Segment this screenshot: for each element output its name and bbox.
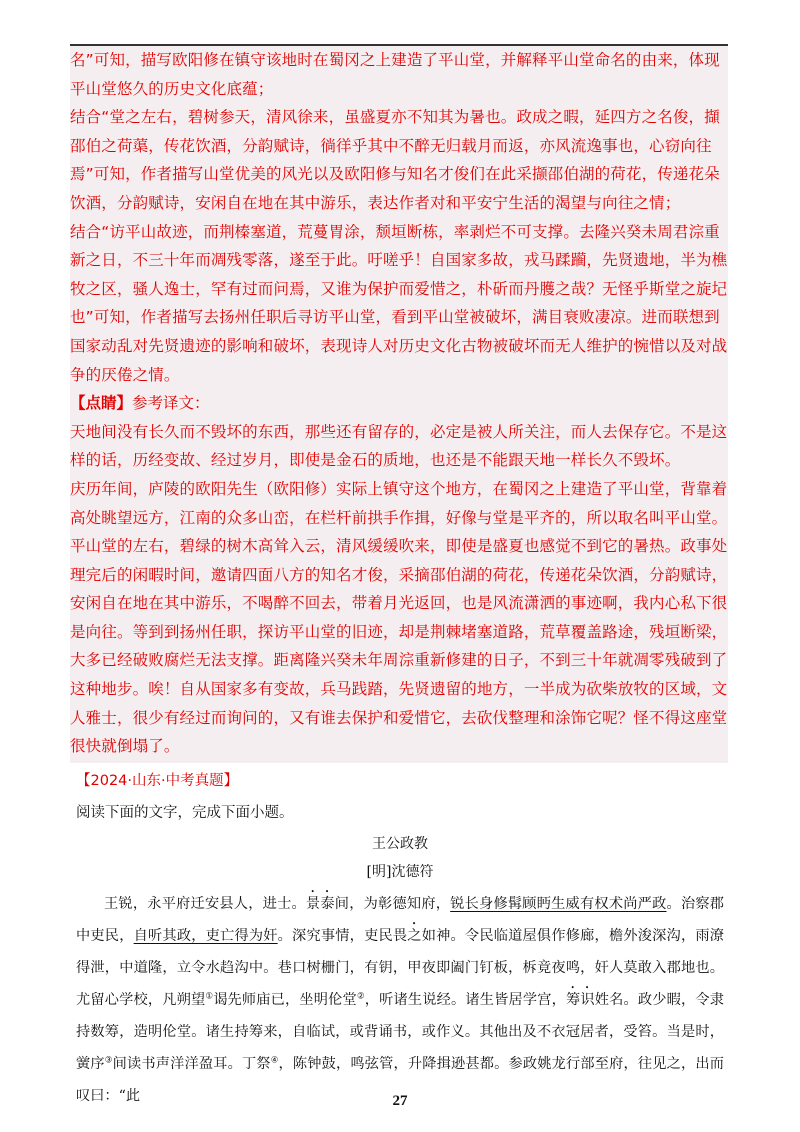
passage-seg5: 如神。令民临道屋俱作修廊，檐外浚深沟，雨潦得泄，中道隆，立令水趋沟中。巷口树栅门，有钥，甲夜即阖门钉板，柝竟夜鸣，奸人莫敢入郡地也。尤留心学校，凡朔望 (76, 928, 724, 1008)
passage-seg6: 谒先师庙已，坐明伦堂 (213, 992, 357, 1008)
passage-seg1: 王锐，永平府迁安县人，进士。 (104, 896, 306, 912)
note-marker-2: ② (356, 991, 365, 1002)
passage-author: [明]沈德符 (366, 864, 434, 880)
answer-paragraph-2: 结合“堂之左右，碧树参天，清风徐来，虽盛夏亦不知其为暑也。政成之暇，延四方之名俊，擷邵伯之荷蕖，传花饮酒，分韵赋诗，徜徉乎其中不醉无归载月而返，亦风流逸事也，心窃向往焉”可知，作者描写山堂优美的风光以及欧阳修与知名才俊们在此采撷邵伯湖的荷花，传递花朵饮酒，分韵赋诗，安闲自在地在其中游乐，表达作者对和平安宁生活的渴望与向往之情； (70, 108, 720, 212)
page-number: 27 (392, 1093, 408, 1109)
note-marker-4: ④ (270, 1055, 279, 1066)
answer-paragraph-1: 名”可知，描写欧阳修在镇守该地时在蜀冈之上建造了平山堂，并解释平山堂命名的由来，体现平山堂悠久的历史文化底蕴； (70, 51, 720, 98)
underlined-ziting: 自听其政，吏亡得为奸 (133, 928, 278, 944)
dianjing-label: 【点睛】 (70, 394, 133, 413)
answer-paragraph-3: 结合“访平山故迹，而荆榛塞道，荒蔓胃涂，颓垣断栋，率剥烂不可支撑。去隆兴癸未周君淙重新之日，不三十年而凋残零落，遂至于此。吁嗟乎！自国家多故，戎马蹂躏，先贤遗地，半为樵牧之区，骚人逸士，罕有过而问焉，又谁为保护而爱惜之，朴斫而丹臒之哉？无怪乎斯堂之旋圮也”可知，作者描写去扬州任职后寻访平山堂，看到平山堂被破坏，满目衰败凄凉。进而联想到国家动乱对先贤遗迹的影响和破坏，表现诗人对历史文化古物被破坏而无人维护的惋惜以及对战争的厌倦之情。 (70, 222, 728, 384)
passage-seg4: 。深究事情，吏民畏 (277, 928, 408, 944)
emphasis-zhi: 之 (407, 928, 422, 944)
passage-title: 王公政教 (372, 836, 428, 852)
passage-body (76, 888, 724, 1112)
answer-block (70, 46, 728, 763)
underlined-appearance: 锐长身修髯顾眄生威有权术尚严政 (450, 896, 667, 912)
passage-seg3: 。治察郡中吏民， (76, 896, 724, 944)
passage-seg10: ，陈钟鼓，鸣弦管，升降揖逊甚都。参政姚龙行部至府，往见之，出而叹曰：“此 (76, 1056, 724, 1104)
dianjing-title: 参考译文： (132, 394, 210, 413)
source-tag: 【2024·山东·中考真题】 (76, 773, 239, 789)
emphasis-chouzhi: 筹识 (566, 992, 595, 1008)
passage-seg8: 姓名。政少暇，令隶持数筹，造明伦堂。诸生持筹来，自临试，或背诵书，或作义。其他出及不衣冠居者，受笞。当是时，黉序 (76, 992, 724, 1072)
passage-seg9: 间读书声洋洋盈耳。丁祭 (112, 1056, 271, 1072)
note-marker-3: ③ (104, 1055, 113, 1066)
translation-paragraph-1: 天地间没有长久而不毁坏的东西，那些还有留存的，必定是被人所关注，而人去保存它。不是这样的话，历经变故、经过岁月，即使是金石的质地，也还是不能跟天地一样长久不毁坏。 (70, 422, 728, 470)
instruction: 阅读下面的文字，完成下面小题。 (76, 805, 294, 821)
passage-seg2: 间，为彰德知府， (334, 896, 451, 912)
passage-seg7: ，听诸生说经。诸生皆居学宫， (364, 992, 566, 1008)
translation-paragraph-2: 庆历年间，庐陵的欧阳先生（欧阳修）实际上镇守这个地方，在蜀冈之上建造了平山堂，背靠着高处眺望远方，江南的众多山峦，在栏杆前拱手作揖，好像与堂是平齐的，所以取名叫平山堂。平山堂的左右，碧绿的树木高耸入云，清风缓缓吹来，即使是盛夏也感觉不到它的暑热。政事处理完后的闲暇时间，邀请四面八方的知名才俊，采摘邵伯湖的荷花，传递花朵饮酒，分韵赋诗，安闲自在地在其中游乐，不喝醉不回去，带着月光返回，也是风流潇洒的事迹啊，我内心私下很是向往。等到到扬州任职，探访平山堂的旧迹，却是荆棘堵塞道路，荒草覆盖路途，残垣断梁，大多已经破败腐烂无法支撑。距离隆兴癸未年周淙重新修建的日子，不到三十年就凋零残破到了这种地步。唉！自从国家多有变故，兵马践踏，先贤遗留的地方，一半成为砍柴放牧的区域，文人雅士，很少有经过而询问的，又有谁去保护和爱惜它，去砍伐整理和涂饰它呢？怪不得这座堂很快就倒塌了。 (70, 479, 728, 756)
emphasis-jingtai: 景泰 (305, 896, 335, 912)
dianjing-heading (70, 389, 728, 418)
note-marker-1: ① (205, 991, 214, 1002)
